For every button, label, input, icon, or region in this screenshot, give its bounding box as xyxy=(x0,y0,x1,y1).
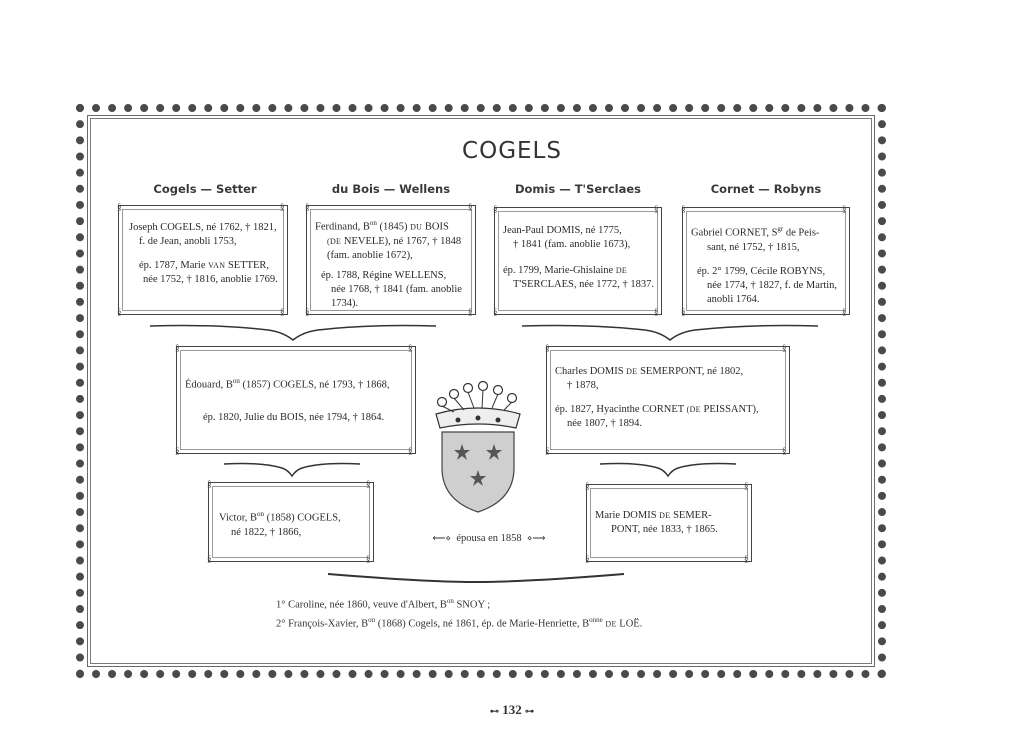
child-item-francois-xavier xyxy=(276,613,836,632)
person-box-marie-domis: § § § § Marie DOMIS DE SEMER- PONT, née 1833, † 1865. xyxy=(586,484,752,562)
page-title: COGELS xyxy=(462,138,562,164)
box-text-line: Ferdinand, B xyxy=(315,221,370,233)
box-text-line: Gabriel CORNET, S xyxy=(691,227,778,239)
child-text: (1868) Cogels, né 1861, ép. de Marie-Henriette, B xyxy=(377,618,590,629)
box-text-line: (1857) COGELS, né 1793, † 1868, xyxy=(242,379,390,391)
box-text-line: de Peis- xyxy=(785,227,820,239)
box-text-line: sant, né 1752, † 1815, xyxy=(707,241,800,253)
page-number-value: 132 xyxy=(502,702,522,717)
box-text-line: BOIS xyxy=(424,221,449,233)
couple-heading-domis-tserclaes: Domis — T'Serclaes xyxy=(514,182,641,196)
person-box-charles-domis: § § § § Charles DOMIS DE SEMERPONT, né 1802, † 1878, ép. 1827, Hyacinthe CORNET (DE PEISSANT), née 1807, † 1894. xyxy=(546,346,790,454)
children-list xyxy=(276,594,836,631)
box-text-line: † 1841 (fam. anoblie 1673), xyxy=(513,239,631,250)
box-text-line: ép. 2° 1799, Cécile ROBYNS, xyxy=(697,265,826,277)
box-text-line: anobli 1764. xyxy=(707,293,760,305)
box-text-line: (fam. anoblie 1672), xyxy=(327,249,413,261)
coronet-icon xyxy=(436,382,520,429)
box-text-smallcaps: (DE xyxy=(327,236,342,246)
couple-heading-cogels-setter: Cogels — Setter xyxy=(153,182,257,196)
child-text-superscript: onne xyxy=(589,615,603,624)
box-text-line: Joseph COGELS, né 1762, † 1821, xyxy=(129,222,277,233)
brace-children xyxy=(326,568,626,586)
box-text-line: SEMERPONT, né 1802, xyxy=(640,366,744,377)
box-text-line: PONT, née 1833, † 1865. xyxy=(611,524,718,535)
box-text-smallcaps: (DE xyxy=(686,405,701,414)
box-text-smallcaps: DE xyxy=(615,266,628,275)
person-box-edouard-cogels: § § § § Édouard, $B^{on}$ (1857) COGELS, né 1793, † 1868, ép. 1820, Julie du BOIS, née 1794, † 1864. xyxy=(176,346,416,454)
child-text: 1° Caroline, née 1860, veuve d'Albert, B xyxy=(276,599,447,611)
box-text-line: née 1774, † 1827, f. de Martin, xyxy=(707,279,838,291)
person-box-gabriel-cornet: § § § § Gabriel CORNET, $S^{gr}$ de Peis- sant, né 1752, † 1815, ép. 2° 1799, Cécile ROBYNS, née 1774, † 1827, f. de Martin, anobli 1764. xyxy=(682,207,850,315)
brace-marie xyxy=(598,460,738,480)
box-text-line: Édouard, B xyxy=(185,379,233,391)
box-text-line: SEMER- xyxy=(673,510,712,521)
child-text: LOË. xyxy=(619,618,643,629)
box-text-line: NEVELE), né 1767, † 1848 xyxy=(343,235,462,247)
marriage-text: épousa en 1858 xyxy=(456,533,522,544)
box-text-line: née 1807, † 1894. xyxy=(567,418,642,429)
box-text-line: 1734). xyxy=(331,297,359,309)
box-text-line: ép. 1787, Marie xyxy=(139,260,206,271)
box-text-line: Jean-Paul DOMIS, né 1775, xyxy=(503,225,622,236)
brace-victor xyxy=(222,460,362,480)
box-text-line: PEISSANT), xyxy=(703,404,759,415)
box-text-line: SETTER, xyxy=(227,260,270,271)
box-text-superscript: on xyxy=(369,219,377,227)
child-item-caroline xyxy=(276,594,836,613)
child-text-superscript: on xyxy=(446,597,454,605)
child-text: SNOY ; xyxy=(456,599,491,611)
box-text-line: Victor, B xyxy=(219,512,258,524)
box-text-superscript: on xyxy=(257,510,265,518)
box-text-line: (1845) xyxy=(379,221,408,233)
box-text-line: T'SERCLAES, née 1772, † 1837. xyxy=(513,279,655,290)
child-text-smallcaps: DE xyxy=(605,619,617,628)
person-box-victor-cogels: § § § § Victor, $B^{on}$ (1858) COGELS, né 1822, † 1866, xyxy=(208,482,374,562)
couple-heading-cornet-robyns: Cornet — Robyns xyxy=(710,182,822,196)
shield-icon xyxy=(442,432,514,512)
box-text-line: Charles DOMIS xyxy=(555,366,624,377)
box-text-line: † 1878, xyxy=(567,380,599,391)
child-text-superscript: on xyxy=(368,615,376,624)
person-box-jean-paul-domis: § § § § Jean-Paul DOMIS, né 1775, † 1841 (fam. anoblie 1673), ép. 1799, Marie-Ghislaine DE T'SERCLAES, née 1772, † 1837. xyxy=(494,207,662,315)
box-text-line: ép. 1820, Julie du BOIS, née 1794, † 1864. xyxy=(203,411,385,423)
box-text-superscript: on xyxy=(232,377,240,385)
person-box-ferdinand-dubois: § § § § Ferdinand, $B^{on}$ (1845) DU BOIS (DE NEVELE), né 1767, † 1848 (fam. anoblie 1672), ép. 1788, Régine WELLENS, née 1768, † 1841 (fam. anoblie 1734). xyxy=(306,205,476,315)
box-text-line: née 1768, † 1841 (fam. anoblie xyxy=(331,283,462,295)
brace-left-pair xyxy=(148,322,438,344)
box-text-line: f. de Jean, anobli 1753, xyxy=(139,236,237,247)
box-text-line: née 1752, † 1816, anoblie 1769. xyxy=(143,274,278,285)
box-text-smallcaps: DE xyxy=(659,511,671,520)
couple-heading-dubois-wellens: du Bois — Wellens xyxy=(331,182,451,196)
box-text-line: Marie DOMIS xyxy=(595,510,657,521)
brace-right-pair xyxy=(520,322,820,344)
box-text-line: ép. 1799, Marie-Ghislaine xyxy=(503,265,614,276)
box-text-smallcaps: DU xyxy=(410,222,423,232)
box-text-line: (1858) COGELS, xyxy=(266,512,341,524)
coat-of-arms xyxy=(428,376,528,516)
box-text-smallcaps: DE xyxy=(626,367,638,376)
box-text-line: né 1822, † 1866, xyxy=(231,526,302,538)
child-text: 2° François-Xavier, B xyxy=(276,618,369,629)
page-number: ⊷ 132 ⊶ xyxy=(490,702,534,717)
person-box-joseph-cogels: § § § § Joseph COGELS, né 1762, † 1821, f. de Jean, anobli 1753, ép. 1787, Marie VAN SETTER, née 1752, † 1816, anoblie 1769. xyxy=(118,205,288,315)
box-text-smallcaps: VAN xyxy=(208,261,226,270)
marriage-connector: ⟵⋄ épousa en 1858 ⋄⟶ xyxy=(432,533,546,544)
box-text-line: ép. 1788, Régine WELLENS, xyxy=(321,269,447,281)
box-text-line: ép. 1827, Hyacinthe CORNET xyxy=(555,404,684,415)
box-text-superscript: gr xyxy=(777,225,784,233)
